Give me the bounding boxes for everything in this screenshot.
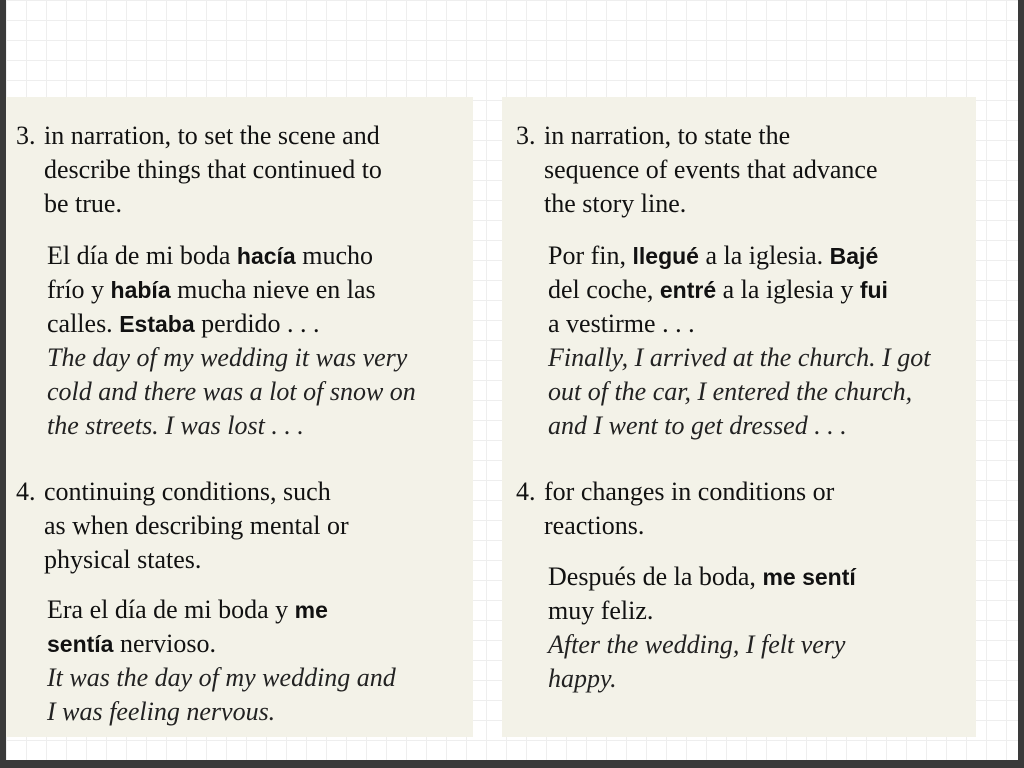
imperfect-point-3 xyxy=(16,119,466,221)
verb-highlight: hacía xyxy=(236,243,296,269)
verb-highlight: me sentí xyxy=(762,564,856,590)
point-text-line: sequence of events that advance xyxy=(544,155,878,184)
verb-highlight: Bajé xyxy=(829,243,879,269)
spanish-line xyxy=(548,273,930,307)
point-text-line: as when describing mental or xyxy=(44,511,349,540)
slide xyxy=(6,0,1018,760)
english-line: It was the day of my wedding and xyxy=(47,663,396,692)
point-text-line: for changes in conditions or xyxy=(544,477,835,506)
spanish-example xyxy=(47,239,416,341)
spanish-line xyxy=(548,239,930,273)
spanish-example xyxy=(548,239,930,341)
text: Era el día de mi boda y xyxy=(47,595,295,624)
text: mucha nieve en las xyxy=(170,275,376,304)
text: El día de mi boda xyxy=(47,241,237,270)
english-line: happy. xyxy=(548,664,617,693)
spanish-line xyxy=(47,593,396,627)
english-translation xyxy=(47,341,416,443)
english-line: After the wedding, I felt very xyxy=(548,630,846,659)
spanish-line xyxy=(47,307,416,341)
english-line: the streets. I was lost . . . xyxy=(47,411,304,440)
english-translation xyxy=(548,628,856,696)
preterite-point-4 xyxy=(516,475,971,543)
english-translation xyxy=(548,341,930,443)
point-number: 4. xyxy=(16,477,36,506)
verb-highlight: fui xyxy=(859,277,888,303)
point-text-line: continuing conditions, such xyxy=(44,477,331,506)
spanish-line xyxy=(47,239,416,273)
english-translation xyxy=(47,661,396,729)
spanish-example xyxy=(47,593,396,661)
text: Después de la boda, xyxy=(548,562,763,591)
preterite-panel xyxy=(502,97,976,737)
text: nervioso. xyxy=(113,629,217,658)
text: perdido . . . xyxy=(194,309,320,338)
verb-highlight: Estaba xyxy=(119,311,195,337)
point-text-line: physical states. xyxy=(44,545,202,574)
english-line: I was feeling nervous. xyxy=(47,697,276,726)
point-text-line: the story line. xyxy=(544,189,687,218)
point-number: 3. xyxy=(16,121,36,150)
imperfect-panel xyxy=(6,97,473,737)
preterite-example-4 xyxy=(548,560,856,696)
verb-highlight: llegué xyxy=(632,243,699,269)
preterite-point-3 xyxy=(516,119,971,221)
verb-highlight: sentía xyxy=(47,631,114,657)
spanish-example xyxy=(548,560,856,628)
imperfect-example-4 xyxy=(47,593,396,729)
point-text-line: in narration, to set the scene and xyxy=(44,121,380,150)
point-text-line: in narration, to state the xyxy=(544,121,791,150)
spanish-line xyxy=(47,627,396,661)
point-number: 4. xyxy=(516,477,536,506)
text: a la iglesia. xyxy=(698,241,830,270)
spanish-line xyxy=(548,560,856,594)
verb-highlight: me xyxy=(294,597,328,623)
preterite-example-3 xyxy=(548,239,930,443)
point-text-line: reactions. xyxy=(544,511,645,540)
english-line: cold and there was a lot of snow on xyxy=(47,377,416,406)
spanish-line xyxy=(47,273,416,307)
imperfect-example-3 xyxy=(47,239,416,443)
imperfect-point-4 xyxy=(16,475,466,577)
text: mucho xyxy=(295,241,373,270)
point-number: 3. xyxy=(516,121,536,150)
text: a la iglesia y xyxy=(716,275,860,304)
english-line: The day of my wedding it was very xyxy=(47,343,408,372)
text: Por fin, xyxy=(548,241,633,270)
verb-highlight: había xyxy=(110,277,171,303)
spanish-line: a vestirme . . . xyxy=(548,309,695,338)
english-line: and I went to get dressed . . . xyxy=(548,411,847,440)
text: del coche, xyxy=(548,275,660,304)
english-line: Finally, I arrived at the church. I got xyxy=(548,343,931,372)
verb-highlight: entré xyxy=(659,277,717,303)
point-text-line: describe things that continued to xyxy=(44,155,382,184)
english-line: out of the car, I entered the church, xyxy=(548,377,913,406)
spanish-line: muy feliz. xyxy=(548,596,654,625)
point-text-line: be true. xyxy=(44,189,122,218)
text: frío y xyxy=(47,275,111,304)
text: calles. xyxy=(47,309,120,338)
